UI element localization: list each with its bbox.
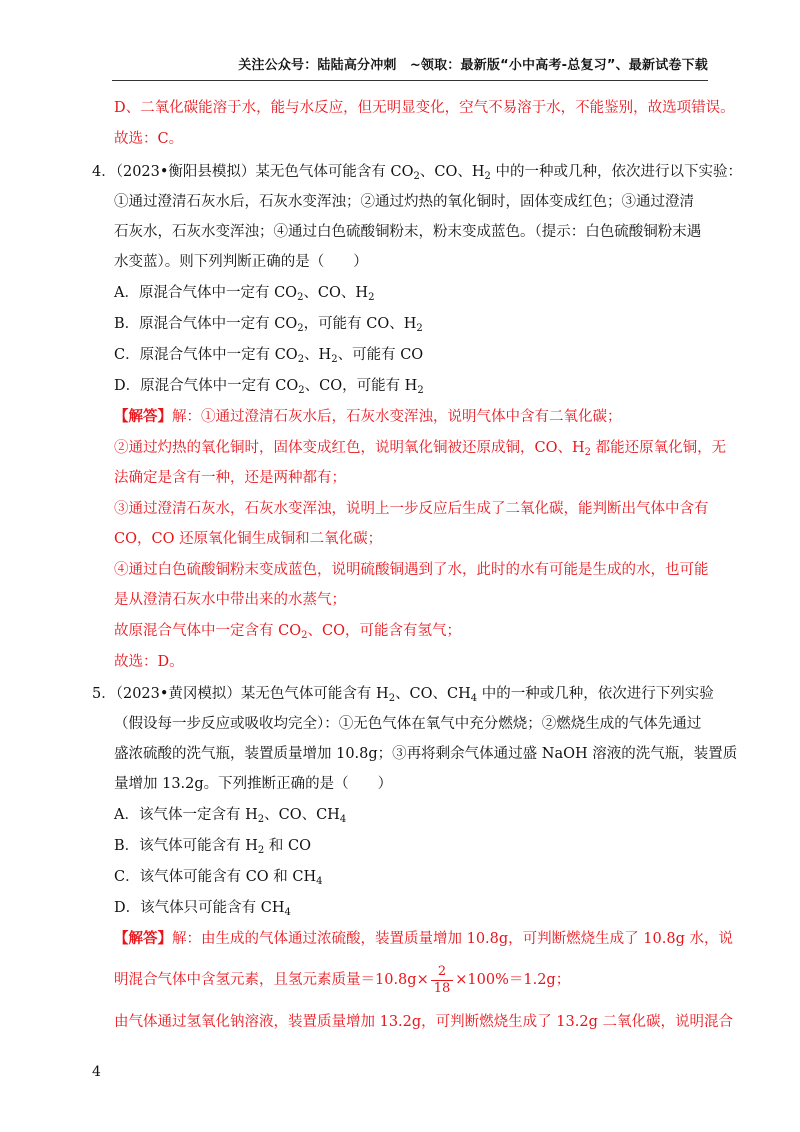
subscript: 4 — [284, 907, 291, 918]
subscript: 2 — [298, 385, 305, 396]
q4-stem-line: 水变蓝）。则下列判断正确的是（ ） — [114, 254, 368, 270]
subscript: 2 — [388, 693, 396, 704]
subscript: 2 — [297, 354, 305, 365]
page-header: 关注公众号：陆陆高分冲刺 ~领取：最新版“小中高考-总复习”、最新试卷下载 — [238, 58, 708, 73]
subscript: 2 — [257, 814, 265, 825]
q5-option-a: A．该气体一定含有 $H_2$、CO、$CH_4$ — [114, 807, 347, 825]
subscript: 2 — [331, 354, 338, 365]
fraction — [431, 964, 454, 997]
q4-answer-choice: 故选：D。 — [114, 654, 184, 670]
subscript: 2 — [417, 385, 424, 396]
q5-answer-formula-line — [114, 962, 570, 998]
q4-option-a: A．原混合气体中一定有 $CO_2$、CO、$H_2$ — [114, 285, 375, 303]
subscript: 4 — [316, 876, 323, 887]
q4-answer-line: 是从澄清石灰水中带出来的水蒸气； — [114, 592, 346, 608]
q4-answer-line: ④通过白色硫酸铜粉末变成蓝色，说明硫酸铜遇到了水，此时的水有可能是生成的水，也可能 — [114, 562, 709, 578]
subscript: 4 — [339, 814, 347, 825]
q5-stem-line: 盛浓硫酸的洗气瓶，装置质量增加 10.8g；③再将剩余气体通过盛 NaOH 溶液的洗气瓶，装置质 — [114, 746, 738, 762]
subscript: 2 — [297, 323, 304, 334]
q5-stem-line: 量增加 13.2g。下列推断正确的是（ ） — [114, 776, 393, 792]
fraction-numerator: 2 — [431, 964, 454, 981]
q4-answer-line: CO，CO 还原氧化铜生成铜和二氧化碳； — [114, 531, 383, 547]
q5-formula-pre: 明混合气体中含氢元素，且氢元素质量＝10.8g× — [114, 972, 429, 988]
prev-answer-line-d: D、二氧化碳能溶于水，能与水反应，但无明显变化，空气不易溶于水，不能鉴别，故选项错误。 — [114, 100, 735, 116]
q5-option-d: D．该气体只可能含有 $CH_4$ — [114, 900, 291, 918]
q5-stem-line: （假设每一步反应或吸收均完全）：①无色气体在氧气中充分燃烧；②燃烧生成的气体先通过 — [114, 716, 702, 732]
subscript: 2 — [413, 171, 420, 182]
fraction-denominator: 18 — [433, 980, 451, 996]
prev-answer-choice: 故选：C。 — [114, 131, 184, 147]
subscript: 4 — [470, 693, 478, 704]
q5-stem-line: 5．（2023•黄冈模拟）某无色气体可能含有 $H_2$、CO、$CH_4$ 中的一种或几种，依次进行下列实验 — [92, 686, 714, 704]
q4-answer-first — [114, 407, 622, 427]
q5-formula-post: ×100%＝1.2g； — [455, 972, 571, 988]
q4-answer-line: 故原混合气体中一定含有 $CO_2$、CO，可能含有氢气； — [114, 623, 461, 641]
header-rule — [112, 80, 708, 81]
answer-tag: 【解答】 — [114, 408, 172, 425]
q4-stem-line: ①通过澄清石灰水后，石灰水变浑浊；②通过灼热的氧化铜时，固体变成红色；③通过澄清 — [114, 194, 694, 210]
q5-answer-first — [114, 929, 733, 949]
q5-option-c: C．该气体可能含有 CO 和 $CH_4$ — [114, 869, 323, 887]
q4-answer-line: 法确定是含有一种，还是两种都有； — [114, 470, 346, 486]
q5-option-b: B．该气体可能含有 $H_2$ 和 CO — [114, 838, 311, 856]
q4-answer-line: ③通过澄清石灰水，石灰水变浑浊，说明上一步反应后生成了二氧化碳，能判断出气体中含有 — [114, 501, 709, 517]
q4-option-c: C．原混合气体中一定有 $CO_2$、$H_2$、可能有 CO — [114, 347, 424, 365]
subscript: 2 — [297, 292, 304, 303]
subscript: 2 — [301, 630, 308, 641]
q4-stem-line: 4．（2023•衡阳县模拟）某无色气体可能含有 $CO_2$、CO、$H_2$ 中的一种或几种，依次进行以下实验： — [92, 164, 743, 182]
q4-option-d: D．原混合气体中一定有 $CO_2$、CO，可能有 $H_2$ — [114, 378, 424, 396]
q4-answer-line: ②通过灼热的氧化铜时，固体变成红色，说明氧化铜被还原成铜，CO、$H_2$ 都能还原氧化铜，无 — [114, 440, 727, 458]
q5-answer-line: 解：由生成的气体通过浓硫酸，装置质量增加 10.8g，可判断燃烧生成了 10.8g 水，说 — [172, 931, 733, 947]
q5-answer-line: 由气体通过氢氧化钠溶液，装置质量增加 13.2g，可判断燃烧生成了 13.2g 二氧化碳，说明混合 — [114, 1014, 733, 1030]
q4-stem-line: 石灰水，石灰水变浑浊；④通过白色硫酸铜粉末，粉末变成蓝色。（提示：白色硫酸铜粉末遇 — [114, 224, 702, 240]
subscript: 2 — [484, 171, 491, 182]
subscript: 2 — [416, 323, 423, 334]
subscript: 2 — [584, 447, 591, 458]
q4-answer-line: 解：①通过澄清石灰水后，石灰水变浑浊，说明气体中含有二氧化碳； — [172, 409, 622, 425]
answer-tag: 【解答】 — [114, 930, 172, 947]
subscript: 2 — [257, 845, 265, 856]
subscript: 2 — [368, 292, 375, 303]
page-number: 4 — [92, 1064, 101, 1080]
q4-option-b: B．原混合气体中一定有 $CO_2$，可能有 CO、$H_2$ — [114, 316, 423, 334]
